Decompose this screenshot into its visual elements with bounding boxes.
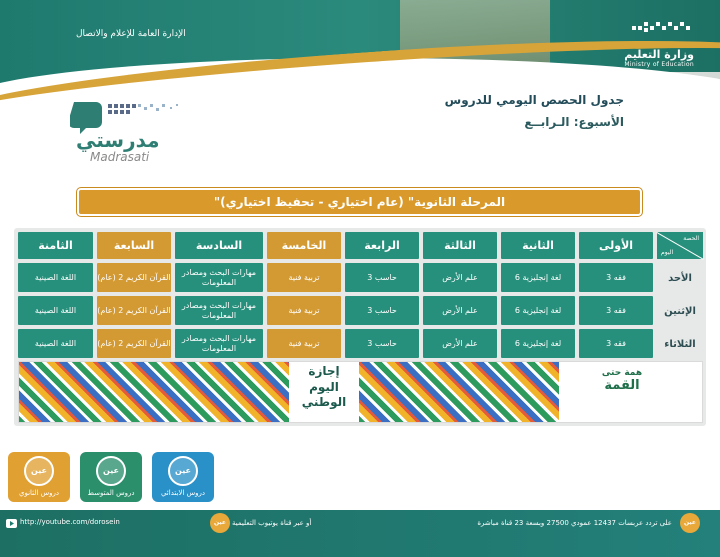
ministry-logo-icon xyxy=(632,22,692,40)
summit-slogan xyxy=(582,368,662,418)
lesson-cell[interactable]: القرآن الكريم 2 (عام) xyxy=(97,329,171,358)
lesson-cell[interactable]: القرآن الكريم 2 (عام) xyxy=(97,263,171,292)
lesson-cell[interactable]: تربية فنية xyxy=(267,296,341,325)
lesson-cell[interactable]: تربية فنية xyxy=(267,329,341,358)
satellite-frequency-text: على تردد عربسات 12437 عمودي 27500 وبسعة 23 قناة مباشرة xyxy=(477,519,672,527)
stage-button-label: دروس الثانوي xyxy=(18,489,59,497)
ministry-name-en: Ministry of Education xyxy=(624,61,694,68)
footer xyxy=(0,510,720,557)
lesson-cell[interactable]: مهارات البحث ومصادر المعلومات xyxy=(175,296,263,325)
corner-period-label: الحصة xyxy=(683,235,699,242)
summit-slogan-small: همة حتى xyxy=(601,368,643,378)
schedule-title: جدول الحصص اليومي للدروس xyxy=(444,93,624,107)
ministry-block xyxy=(624,48,694,68)
ein-tv-icon: عين xyxy=(680,513,700,533)
period-header: الرابعة xyxy=(345,232,419,259)
period-header: الأولى xyxy=(579,232,653,259)
banner-pattern-left xyxy=(19,362,289,423)
ministry-name-ar: وزارة التعليم xyxy=(624,48,694,61)
youtube-icon xyxy=(6,519,17,528)
lesson-cell[interactable]: تربية فنية xyxy=(267,263,341,292)
lesson-cell[interactable]: لغة إنجليزية 6 xyxy=(501,263,575,292)
stage-buttons xyxy=(4,452,224,508)
lesson-cell[interactable]: مهارات البحث ومصادر المعلومات xyxy=(175,329,263,358)
corner-day-label: اليوم xyxy=(661,249,674,256)
admin-title: الإدارة العامة للإعلام والاتصال xyxy=(76,29,186,39)
header xyxy=(0,0,720,170)
elementary-lessons-button[interactable] xyxy=(152,452,214,502)
ein-channel-icon: عين xyxy=(210,513,230,533)
lesson-cell[interactable]: علم الأرض xyxy=(423,263,497,292)
week-label: الأسبوع: الـرابــع xyxy=(524,115,624,129)
ein-badge-icon: عين xyxy=(96,456,126,486)
schedule-table xyxy=(14,228,706,426)
national-day-holiday-label: إجازة اليوم الوطني xyxy=(301,364,347,410)
period-header: الثانية xyxy=(501,232,575,259)
lesson-cell[interactable]: علم الأرض xyxy=(423,296,497,325)
lesson-cell[interactable]: فقه 3 xyxy=(579,329,653,358)
period-header: الخامسة xyxy=(267,232,341,259)
lesson-cell[interactable]: فقه 3 xyxy=(579,296,653,325)
period-header: السادسة xyxy=(175,232,263,259)
lesson-cell[interactable]: لغة إنجليزية 6 xyxy=(501,296,575,325)
youtube-link[interactable]: http://youtube.com/dorosein xyxy=(20,518,120,526)
lesson-cell[interactable]: القرآن الكريم 2 (عام) xyxy=(97,296,171,325)
national-day-banner xyxy=(18,361,703,423)
lesson-cell[interactable]: حاسب 3 xyxy=(345,296,419,325)
ein-badge-icon: عين xyxy=(24,456,54,486)
period-header: الثامنة xyxy=(18,232,93,259)
table-corner xyxy=(657,232,703,259)
lesson-cell[interactable]: مهارات البحث ومصادر المعلومات xyxy=(175,263,263,292)
day-label: الثلاثاء xyxy=(664,338,696,350)
stage-button-label: دروس الابتدائي xyxy=(160,489,206,497)
lesson-cell[interactable]: فقه 3 xyxy=(579,263,653,292)
period-header: السابعة xyxy=(97,232,171,259)
day-label: الإثنين xyxy=(664,305,696,317)
stage-button-label: دروس المتوسط xyxy=(87,489,135,497)
schedule-title-block xyxy=(445,93,624,129)
logo-wordmark-ar: مدرستي xyxy=(76,128,160,152)
lesson-cell[interactable]: اللغة الصينية xyxy=(18,296,93,325)
lesson-cell[interactable]: حاسب 3 xyxy=(345,329,419,358)
banner-pattern-right xyxy=(359,362,559,423)
summit-slogan-main: القمة xyxy=(604,378,640,393)
day-label: الأحد xyxy=(668,272,692,284)
period-header: الثالثة xyxy=(423,232,497,259)
lesson-cell[interactable]: حاسب 3 xyxy=(345,263,419,292)
lesson-cell[interactable]: علم الأرض xyxy=(423,329,497,358)
logo-wordmark-en: Madrasati xyxy=(90,150,150,164)
intermediate-lessons-button[interactable] xyxy=(80,452,142,502)
lesson-cell[interactable]: لغة إنجليزية 6 xyxy=(501,329,575,358)
ein-badge-icon: عين xyxy=(168,456,198,486)
lesson-cell[interactable]: اللغة الصينية xyxy=(18,329,93,358)
youtube-note: أو عبر قناة يوتيوب التعليمية xyxy=(232,519,312,527)
stage-bar: "المرحلة الثانوية" (عام اختياري - تحفيظ اختياري) xyxy=(77,188,642,216)
lesson-cell[interactable]: اللغة الصينية xyxy=(18,263,93,292)
secondary-lessons-button[interactable] xyxy=(8,452,70,502)
